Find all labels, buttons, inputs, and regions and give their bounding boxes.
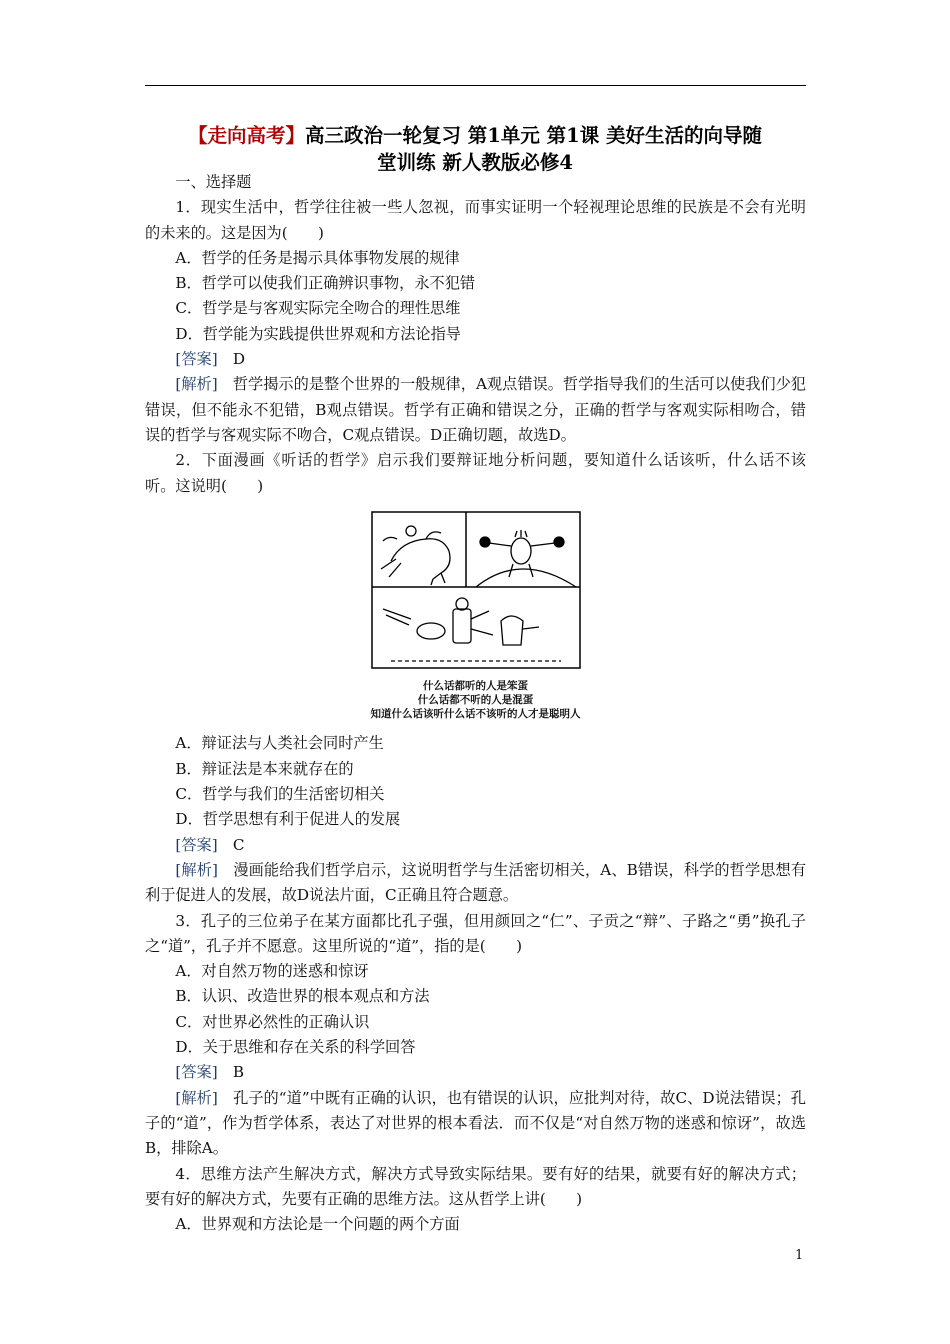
- answer-tag: [答案]: [175, 1063, 218, 1082]
- answer-value: C: [232, 835, 245, 854]
- question-3-analysis: [145, 1086, 806, 1162]
- answer-value: B: [232, 1063, 244, 1082]
- cartoon-caption-2: 什么话都不听的人是混蛋: [417, 694, 534, 707]
- question-3-option-d: D．关于思维和存在关系的科学回答: [175, 1038, 416, 1057]
- question-3-option-c: C．对世界必然性的正确认识: [175, 1012, 370, 1031]
- question-3-stem: 3．孔子的三位弟子在某方面都比孔子强，但用颜回之“仁”、子贡之“辩”、子路之“勇”换孔子之“道”，孔子并不愿意。这里所说的“道”，指的是( ): [145, 911, 806, 955]
- cartoon-caption-1: 什么话都听的人是笨蛋: [423, 680, 528, 693]
- question-1-option-d: D．哲学能为实践提供世界观和方法论指导: [175, 324, 461, 343]
- question-1-analysis: [145, 372, 806, 448]
- question-section: [145, 170, 806, 1237]
- answer-tag: [答案]: [175, 835, 218, 854]
- answer-tag: [答案]: [175, 350, 218, 369]
- cartoon-caption-3: 知道什么话该听什么话不该听的人才是聪明人: [370, 708, 581, 721]
- question-3-option-b: B．认识、改造世界的根本观点和方法: [175, 987, 430, 1006]
- analysis-tag: [解析]: [175, 375, 218, 394]
- question-1-stem: 1．现实生活中，哲学往往被一些人忽视，而事实证明一个轻视理论思维的民族是不会有光明的未来的。这是因为( ): [145, 198, 806, 242]
- question-2-analysis: [145, 858, 806, 909]
- question-1-answer: [145, 347, 806, 372]
- analysis-tag: [解析]: [175, 1088, 218, 1107]
- question-2-option-b: B．辩证法是本来就存在的: [175, 759, 354, 778]
- header-rule: [145, 85, 806, 86]
- answer-value: D: [232, 350, 245, 369]
- question-4-stem: 4．思维方法产生解决方式，解决方式导致实际结果。要有好的结果，就要有好的解决方式；要有好的解决方式，先要有正确的思维方法。这从哲学上讲( ): [145, 1164, 806, 1208]
- question-3-answer: [145, 1060, 806, 1085]
- question-2-stem: 2．下面漫画《听话的哲学》启示我们要辩证地分析问题，要知道什么话该听，什么话不该听。这说明( ): [145, 451, 806, 495]
- question-4-option-a: A．世界观和方法论是一个问题的两个方面: [175, 1215, 460, 1234]
- analysis-text: 漫画能给我们哲学启示，这说明哲学与生活密切相关，A、B错误，科学的哲学思想有利于促进人的发展，故D说法片面，C正确且符合题意。: [145, 860, 807, 905]
- document-title: [140, 122, 810, 176]
- cartoon-figure: [145, 511, 806, 726]
- question-1-option-c: C．哲学是与客观实际完全吻合的理性思维: [175, 299, 461, 318]
- title-line-1: [140, 122, 810, 149]
- analysis-tag: [解析]: [175, 860, 218, 879]
- question-2-option-c: C．哲学与我们的生活密切相关: [175, 785, 385, 804]
- section-heading: 一、选择题: [175, 173, 252, 191]
- title-text: 高三政治一轮复习 第1单元 第1课 美好生活的向导随: [305, 124, 763, 147]
- title-bracket: 【走向高考】: [187, 124, 305, 147]
- question-1-option-b: B．哲学可以使我们正确辨识事物，永不犯错: [175, 274, 476, 293]
- analysis-text: 哲学揭示的是整个世界的一般规律，A观点错误。哲学指导我们的生活可以使我们少犯错误，但不能永不犯错，B观点错误。哲学有正确和错误之分，正确的哲学与客观实际相吻合，错误的哲学与客观实际不吻合，C观点错误。D正确切题，故选D。: [145, 375, 806, 444]
- analysis-text: 孔子的“道”中既有正确的认识，也有错误的认识，应批判对待，故C、D说法错误；孔子的“道”，作为哲学体系，表达了对世界的根本看法．而不仅是“对自然万物的迷惑和惊讶”，故选B，排除A。: [145, 1088, 806, 1158]
- page-number: 1: [795, 1248, 804, 1263]
- question-2-option-a: A．辩证法与人类社会同时产生: [175, 734, 384, 753]
- question-2-option-d: D．哲学思想有利于促进人的发展: [175, 810, 401, 829]
- title-line-2: 堂训练 新人教版必修4: [377, 151, 573, 174]
- cartoon-illustration: [371, 511, 581, 671]
- question-3-option-a: A．对自然万物的迷惑和惊讶: [175, 962, 369, 981]
- question-2-answer: [145, 833, 806, 858]
- question-1-option-a: A．哲学的任务是揭示具体事物发展的规律: [175, 248, 460, 267]
